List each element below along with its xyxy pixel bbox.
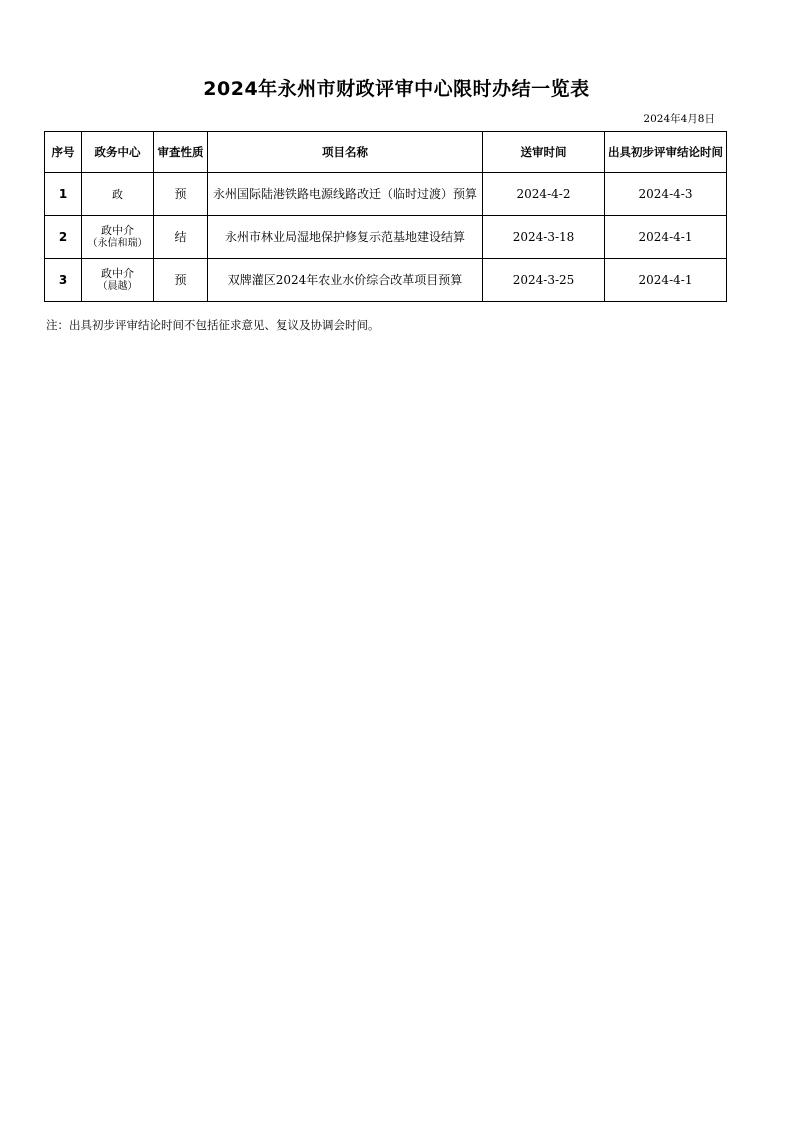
row-nature: 预 xyxy=(154,173,208,216)
row-center-main: 政 xyxy=(112,187,123,201)
header-center: 政务中心 xyxy=(82,132,154,173)
row-concluded: 2024-4-3 xyxy=(605,173,727,216)
row-concluded: 2024-4-1 xyxy=(605,216,727,259)
header-seq: 序号 xyxy=(45,132,82,173)
row-project-name: 永州国际陆港铁路电源线路改迁（临时过渡）预算 xyxy=(208,173,483,216)
row-nature: 预 xyxy=(154,259,208,302)
row-project-name: 永州市林业局湿地保护修复示范基地建设结算 xyxy=(208,216,483,259)
header-nature: 审查性质 xyxy=(154,132,208,173)
report-date: 2024年4月8日 xyxy=(643,113,715,125)
header-submitted: 送审时间 xyxy=(483,132,605,173)
row-center-main: 政中介 xyxy=(101,267,134,280)
row-center-sub: （晨越） xyxy=(97,281,138,292)
row-seq: 3 xyxy=(45,259,82,302)
row-submitted: 2024-3-25 xyxy=(483,259,605,302)
page-title: 2024年永州市财政评审中心限时办结一览表 xyxy=(203,78,590,100)
header-concluded: 出具初步评审结论时间 xyxy=(605,132,727,173)
row-center xyxy=(82,173,154,216)
table-row xyxy=(45,173,727,216)
footnote: 注：出具初步评审结论时间不包括征求意见、复议及协调会时间。 xyxy=(46,318,380,332)
row-project-name: 双牌灌区2024年农业水价综合改革项目预算 xyxy=(208,259,483,302)
row-seq: 1 xyxy=(45,173,82,216)
row-nature: 结 xyxy=(154,216,208,259)
results-table xyxy=(44,131,727,302)
row-submitted: 2024-3-18 xyxy=(483,216,605,259)
row-seq: 2 xyxy=(45,216,82,259)
table-row xyxy=(45,216,727,259)
row-center xyxy=(82,216,154,259)
row-submitted: 2024-4-2 xyxy=(483,173,605,216)
header-project-name: 项目名称 xyxy=(208,132,483,173)
row-concluded: 2024-4-1 xyxy=(605,259,727,302)
row-center xyxy=(82,259,154,302)
table-row xyxy=(45,259,727,302)
row-center-sub: （永信和瑞） xyxy=(87,238,148,249)
row-center-main: 政中介 xyxy=(101,224,134,237)
table-header-row xyxy=(45,132,727,173)
